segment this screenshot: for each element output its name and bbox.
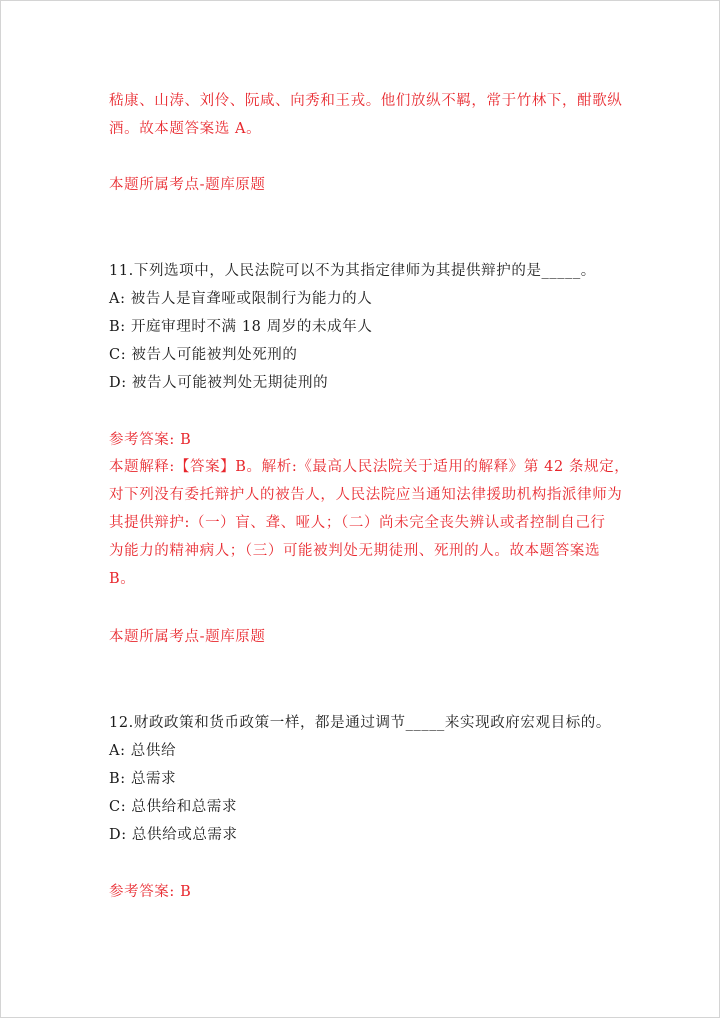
- explanation-line: 嵇康、山涛、刘伶、阮咸、向秀和王戎。他们放纵不羁，常于竹林下，酣歌纵: [109, 93, 623, 109]
- q12-option-a: A: 总供给: [109, 743, 177, 759]
- q11-answer: 参考答案: B: [109, 432, 192, 448]
- q12-option-d: D: 总供给或总需求: [109, 827, 238, 843]
- q11-explanation-line: 对下列没有委托辩护人的被告人，人民法院应当通知法律援助机构指派律师为: [109, 487, 623, 503]
- q11-option-a: A: 被告人是盲聋哑或限制行为能力的人: [109, 291, 373, 307]
- q11-explanation-line: 其提供辩护:（一）盲、聋、哑人；（二）尚未完全丧失辨认或者控制自己行: [109, 515, 606, 531]
- question-11-text: 11.下列选项中，人民法院可以不为其指定律师为其提供辩护的是_____。: [109, 263, 596, 279]
- q11-option-c: C: 被告人可能被判处死刑的: [109, 347, 298, 363]
- q12-option-c: C: 总供给和总需求: [109, 799, 238, 815]
- q11-option-d: D: 被告人可能被判处无期徒刑的: [109, 375, 329, 391]
- source-tag: 本题所属考点-题库原题: [109, 177, 266, 193]
- q12-option-b: B: 总需求: [109, 771, 177, 787]
- explanation-line: 酒。故本题答案选 A。: [109, 121, 262, 137]
- q11-explanation-line: 为能力的精神病人；（三）可能被判处无期徒刑、死刑的人。故本题答案选: [109, 543, 601, 559]
- question-12-text: 12.财政政策和货币政策一样，都是通过调节_____来实现政府宏观目标的。: [109, 715, 612, 731]
- q11-source-tag: 本题所属考点-题库原题: [109, 629, 266, 645]
- q11-option-b: B: 开庭审理时不满 18 周岁的未成年人: [109, 319, 373, 335]
- q11-explanation-line: 本题解释:【答案】B。解析:《最高人民法院关于适用的解释》第 42 条规定，: [109, 459, 630, 475]
- q11-explanation-line: B。: [109, 571, 136, 587]
- q12-answer: 参考答案: B: [109, 884, 192, 900]
